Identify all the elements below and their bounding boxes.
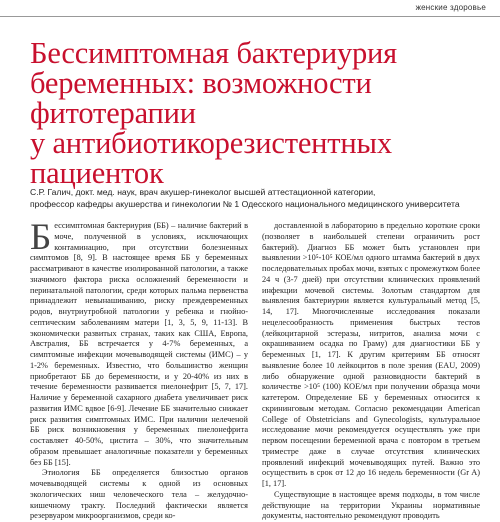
paragraph: Этиология ББ определяется близостью органов мочевыводящей системы к одной из основных экологических ниш человеческого тела – желудочно-кишечному тракту. Последний фактически является резервуаром микроорганизмов, среди ко- [30,468,248,521]
paragraph: доставленной в лабораторию в предельно короткие сроки (позволяет в наибольшей степени ограничить рост бактерий). Диагноз ББ может быть установлен при выявлении >10⁵-10⁵ КОЕ/мл одного штамма бактерий в двух последовательных пробах мочи, взятых с промежутком более 24 ч (3-7 дней) при отсутствии клинических проявлений инфекции мочевой системы. Золотым стандартом для выявления бактериурии является культуральный метод [5, 14, 17]. Многочисленные исследования показали нецелесообразность применения быстрых тестов (лейкоцитарной эстеразы, нитритов, анализа мочи с окрашиванием осадка по Граму) для диагностики ББ у беременных [1, 17]. К другим критериям ББ относят выявление более 10 лейкоцитов в поле зрения (EAU, 2009) либо обнаружение одной разновидности бактерий в количестве >10⁵ (100) КОЕ/мл при получении образца мочи катетером. Определение ББ у беременных относится к скрининговым методам. Согласно рекомендации American College of Obstetricians and Gynecologists, культуральное исследование мочи рекомендуется осуществлять уже при первом посещении беременной врача с повтором в третьем триместре даже в случае отсутствия клинических проявлений инфекций мочевыводящих путей. Важно это осуществить в срок от 12 до 16 недель беременности (Gr A) [1, 17]. [262,221,481,488]
author-line: С.Р. Галич, докт. мед. наук, врач акушер-гинеколог высшей аттестационной категории, [30,187,376,197]
drop-cap: Б [30,217,52,258]
page-header [0,0,500,18]
title-line: беременных: возможности [30,66,372,100]
title-line: пациенток [30,156,164,190]
title-line: фитотерапии [30,96,196,130]
paragraph [30,217,248,468]
title-line: Бессимптомная бактериурия [30,36,398,70]
header-rule [0,16,500,17]
author-line: профессор кафедры акушерства и гинекологии № 1 Одесского национального медицинского университета [30,199,460,209]
article-column-left [30,217,248,522]
paragraph-text: ессимптомная бактериурия (ББ) – наличие бактерий в моче, полученной в условиях, исключающих контаминацию, при отсутствии болезненных симптомов [8, 9]. В настоящее время ББ у беременных рассматривают в качестве изолированной патологии, а также значимого фактора риска осложнений беременности и перинатальной патологии, среди которых пальма первенства принадлежит невынашиванию, риску преждевременных родов, внутриутробной патологии у ребенка и гнойно-септическим заболеваниям матери [1, 3, 5, 9, 11-13]. В экономически развитых странах, таких как США, Европа, Австралия, ББ встречается у 4-7% беременных, а симптомные инфекции мочевыводящей системы (ИМС) – у 1-2% беременных. Известно, что большинство женщин приобретают ББ до беременности, и у 20-40% из них в течение беременности развивается пиелонефрит [5, 7, 17]. Наличие у беременной сахарного диабета увеличивает риск развития ИМС вдвое [6-9]. Лечение ББ значительно снижает риск развития симптомных ИМС. При наличии нелеченой ББ риск возникновения у беременных пиелонефрита составляет 40-50%, цистита – 30%, что значительным образом превышает аналогичные показатели у беременных без ББ [15]. [30,221,248,467]
article-title [30,38,490,188]
author-info [30,186,490,210]
title-line: у антибиотикорезистентных [30,126,392,160]
section-label: женские здоровье [410,3,486,12]
paragraph: Существующие в настоящее время подходы, в том числе действующие на территории Украины нормативные документы, настоятельно рекомендуют проводить [262,489,480,521]
article-column-right [262,221,480,522]
